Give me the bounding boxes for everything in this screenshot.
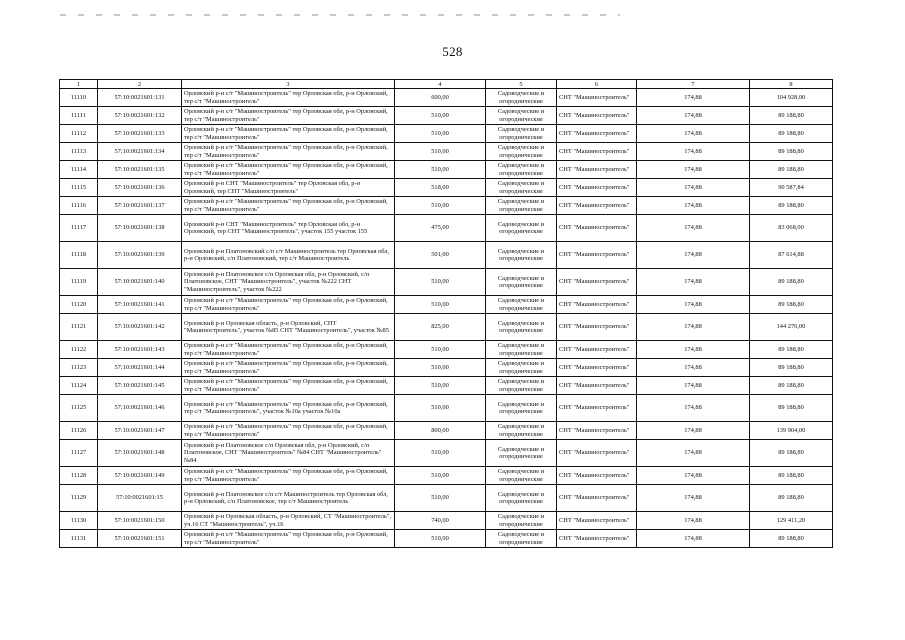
land-use: Садоводческие и огороднические: [486, 530, 557, 548]
area-value: 518,00: [395, 179, 486, 197]
partnership-name: СНТ "Машиностроитель": [557, 467, 637, 485]
table-row: [60, 143, 833, 161]
cadastral-number: 57:10:0021601:150: [98, 512, 182, 530]
cadastral-number: 57:10:0021601:145: [98, 377, 182, 395]
row-number: 11120: [60, 296, 98, 314]
partnership-name: СНТ "Машиностроитель": [557, 314, 637, 341]
land-use: Садоводческие и огороднические: [486, 107, 557, 125]
land-use: Садоводческие и огороднические: [486, 440, 557, 467]
row-number: 11113: [60, 143, 98, 161]
cadastral-value: 90 587,84: [750, 179, 833, 197]
row-number: 11119: [60, 269, 98, 296]
rate-value: 174,88: [637, 269, 750, 296]
partnership-name: СНТ "Машиностроитель": [557, 341, 637, 359]
header-row: [60, 80, 833, 89]
land-use: Садоводческие и огороднические: [486, 422, 557, 440]
rate-value: 174,88: [637, 422, 750, 440]
row-number: 11117: [60, 215, 98, 242]
cadastral-value: 139 904,00: [750, 422, 833, 440]
address: Орловский р-н СНТ "Машиностроитель" тер Орловская обл, р-н Орловский, тер СНТ "Машиностроитель": [182, 179, 395, 197]
column-header: 1: [60, 80, 98, 89]
partnership-name: СНТ "Машиностроитель": [557, 269, 637, 296]
area-value: 510,00: [395, 125, 486, 143]
partnership-name: СНТ "Машиностроитель": [557, 242, 637, 269]
address: Орловский р-н с/т "Машиностроитель" тер Орловская обл, р-н Орловский, тер с/т "Машиностроитель": [182, 530, 395, 548]
partnership-name: СНТ "Машиностроитель": [557, 143, 637, 161]
table-row: [60, 215, 833, 242]
area-value: 510,00: [395, 143, 486, 161]
table-row: [60, 395, 833, 422]
address: Орловский р-н Платоновское с/п Орловская обл, р-н Орловский, с/п Платоновское, СНТ "Машиностроитель" №84 СНТ "Машиностроитель" №84: [182, 440, 395, 467]
area-value: 510,00: [395, 467, 486, 485]
table-row: [60, 242, 833, 269]
row-number: 11118: [60, 242, 98, 269]
column-header: 8: [750, 80, 833, 89]
land-use: Садоводческие и огороднические: [486, 359, 557, 377]
row-number: 11111: [60, 107, 98, 125]
row-number: 11127: [60, 440, 98, 467]
land-use: Садоводческие и огороднические: [486, 314, 557, 341]
cadastral-value: 89 188,80: [750, 161, 833, 179]
table-row: [60, 359, 833, 377]
land-use: Садоводческие и огороднические: [486, 179, 557, 197]
address: Орловский р-н с/т "Машиностроитель" тер Орловская обл, р-н Орловский, тер с/т "Машиностроитель": [182, 143, 395, 161]
partnership-name: СНТ "Машиностроитель": [557, 512, 637, 530]
row-number: 11131: [60, 530, 98, 548]
address: Орловский р-н с/т "Машиностроитель" тер Орловская обл, р-н Орловский, тер с/т "Машиностроитель": [182, 161, 395, 179]
partnership-name: СНТ "Машиностроитель": [557, 215, 637, 242]
cadastral-value: 89 188,80: [750, 440, 833, 467]
address: Орловский р-н Платоновское с/п с/т Машиностроитель тер Орловская обл, р-н Орловский, с/п Платоновское, тер с/т Машиностроитель: [182, 485, 395, 512]
cadastral-value: 89 188,80: [750, 296, 833, 314]
partnership-name: СНТ "Машиностроитель": [557, 485, 637, 512]
rate-value: 174,88: [637, 125, 750, 143]
rate-value: 174,88: [637, 512, 750, 530]
cadastral-value: 89 188,80: [750, 143, 833, 161]
area-value: 501,00: [395, 242, 486, 269]
rate-value: 174,88: [637, 314, 750, 341]
rate-value: 174,88: [637, 143, 750, 161]
cadastral-number: 57:10:0021601:134: [98, 143, 182, 161]
row-number: 11125: [60, 395, 98, 422]
row-number: 11112: [60, 125, 98, 143]
area-value: 740,00: [395, 512, 486, 530]
table-row: [60, 125, 833, 143]
rate-value: 174,88: [637, 395, 750, 422]
cadastral-value: 89 188,80: [750, 359, 833, 377]
cadastral-number: 57:10:0021601:138: [98, 215, 182, 242]
address: Орловский р-н с/т "Машиностроитель" тер Орловская обл, р-н Орловский, тер с/т "Машиностроитель": [182, 197, 395, 215]
rate-value: 174,88: [637, 377, 750, 395]
area-value: 510,00: [395, 359, 486, 377]
land-use: Садоводческие и огороднические: [486, 512, 557, 530]
cadastral-table: [59, 79, 833, 548]
table-row: [60, 440, 833, 467]
rate-value: 174,88: [637, 440, 750, 467]
address: Орловский р-н с/т "Машиностроитель" тер Орловская обл, р-н Орловский, тер с/т "Машиностроитель": [182, 341, 395, 359]
area-value: 510,00: [395, 530, 486, 548]
column-header: 3: [182, 80, 395, 89]
row-number: 11126: [60, 422, 98, 440]
column-header: 5: [486, 80, 557, 89]
address: Орловский р-н с/т "Машиностроитель" тер Орловская обл, р-н Орловский, тер с/т "Машиностроитель": [182, 296, 395, 314]
table-row: [60, 512, 833, 530]
partnership-name: СНТ "Машиностроитель": [557, 125, 637, 143]
address: Орловский р-н с/т "Машиностроитель" тер Орловская обл, р-н Орловский, тер с/т "Машиностроитель": [182, 125, 395, 143]
table-row: [60, 269, 833, 296]
cadastral-value: 83 068,00: [750, 215, 833, 242]
land-use: Садоводческие и огороднические: [486, 89, 557, 107]
rate-value: 174,88: [637, 530, 750, 548]
area-value: 510,00: [395, 296, 486, 314]
land-use: Садоводческие и огороднические: [486, 215, 557, 242]
cadastral-number: 57:10:0021601:135: [98, 161, 182, 179]
land-use: Садоводческие и огороднические: [486, 395, 557, 422]
partnership-name: СНТ "Машиностроитель": [557, 197, 637, 215]
partnership-name: СНТ "Машиностроитель": [557, 359, 637, 377]
rate-value: 174,88: [637, 215, 750, 242]
table-body: [60, 89, 833, 548]
cadastral-number: 57:10:0021601:15: [98, 485, 182, 512]
address: Орловский р-н Платоновское с/п Орловская обл, р-н Орловский, с/п Платоновское, СНТ "Машиностроитель", участок №222 СНТ "Машиностроитель", участок №222: [182, 269, 395, 296]
cadastral-number: 57:10:0021601:146: [98, 395, 182, 422]
table-row: [60, 485, 833, 512]
row-number: 11116: [60, 197, 98, 215]
cadastral-number: 57:10:0021601:151: [98, 530, 182, 548]
table-row: [60, 107, 833, 125]
table-row: [60, 161, 833, 179]
address: Орловский р-н с/т "Машиностроитель" тер Орловская обл, р-н Орловский, тер с/т "Машиностроитель": [182, 467, 395, 485]
rate-value: 174,88: [637, 467, 750, 485]
cadastral-value: 89 188,80: [750, 107, 833, 125]
cadastral-value: 87 614,88: [750, 242, 833, 269]
area-value: 510,00: [395, 341, 486, 359]
address: Орловский р-н Орловская область, р-н Орловский, СНТ "Машиностроитель", участок №85 СНТ "Машиностроитель", участок №85: [182, 314, 395, 341]
area-value: 510,00: [395, 269, 486, 296]
land-use: Садоводческие и огороднические: [486, 269, 557, 296]
rate-value: 174,88: [637, 485, 750, 512]
address: Орловский р-н Орловская область, р-н Орловский, СТ "Машиностроитель", уч.16 СТ "Машиностроитель", уч.16: [182, 512, 395, 530]
land-use: Садоводческие и огороднические: [486, 197, 557, 215]
rate-value: 174,88: [637, 296, 750, 314]
address: Орловский р-н с/т "Машиностроитель" тер Орловская обл, р-н Орловский, тер с/т "Машиностроитель": [182, 89, 395, 107]
table-row: [60, 377, 833, 395]
address: Орловский р-н СНТ "Машиностроитель" тер Орловская обл, р-н Орловский, тер СНТ "Машиностроитель", участок 155 участок 155: [182, 215, 395, 242]
land-use: Садоводческие и огороднические: [486, 467, 557, 485]
address: Орловский р-н Платоновский с/п с/т Машиностроитель тер Орловская обл, р-н Орловский, с/п Платоновский, тер с/т Машиностроитель: [182, 242, 395, 269]
area-value: 510,00: [395, 440, 486, 467]
rate-value: 174,88: [637, 197, 750, 215]
rate-value: 174,88: [637, 242, 750, 269]
area-value: 510,00: [395, 197, 486, 215]
row-number: 11122: [60, 341, 98, 359]
partnership-name: СНТ "Машиностроитель": [557, 377, 637, 395]
cadastral-number: 57:10:0021601:147: [98, 422, 182, 440]
area-value: 510,00: [395, 377, 486, 395]
address: Орловский р-н с/т "Машиностроитель" тер Орловская обл, р-н Орловский, тер с/т "Машиностроитель": [182, 359, 395, 377]
partnership-name: СНТ "Машиностроитель": [557, 89, 637, 107]
cadastral-value: 89 188,80: [750, 485, 833, 512]
land-use: Садоводческие и огороднические: [486, 143, 557, 161]
area-value: 510,00: [395, 161, 486, 179]
cadastral-value: 89 188,80: [750, 395, 833, 422]
address: Орловский р-н с/т "Машиностроитель" тер Орловская обл, р-н Орловский, тер с/т "Машиностроитель": [182, 422, 395, 440]
cadastral-number: 57:10:0021601:149: [98, 467, 182, 485]
cadastral-number: 57:10:0021601:131: [98, 89, 182, 107]
area-value: 825,00: [395, 314, 486, 341]
table-row: [60, 467, 833, 485]
cadastral-value: 89 188,80: [750, 269, 833, 296]
table-row: [60, 422, 833, 440]
address: Орловский р-н с/т "Машиностроитель" тер Орловская обл, р-н Орловский, тер с/т "Машиностроитель": [182, 107, 395, 125]
table-row: [60, 296, 833, 314]
cadastral-value: 89 188,80: [750, 197, 833, 215]
cadastral-number: 57:10:0021601:144: [98, 359, 182, 377]
partnership-name: СНТ "Машиностроитель": [557, 179, 637, 197]
row-number: 11115: [60, 179, 98, 197]
partnership-name: СНТ "Машиностроитель": [557, 440, 637, 467]
cadastral-number: 57:10:0021601:141: [98, 296, 182, 314]
area-value: 475,00: [395, 215, 486, 242]
column-header: 4: [395, 80, 486, 89]
area-value: 510,00: [395, 107, 486, 125]
cadastral-number: 57:10:0021601:132: [98, 107, 182, 125]
land-use: Садоводческие и огороднические: [486, 125, 557, 143]
row-number: 11124: [60, 377, 98, 395]
cadastral-number: 57:10:0021601:137: [98, 197, 182, 215]
row-number: 11110: [60, 89, 98, 107]
rate-value: 174,88: [637, 179, 750, 197]
land-use: Садоводческие и огороднические: [486, 242, 557, 269]
partnership-name: СНТ "Машиностроитель": [557, 530, 637, 548]
table-row: [60, 530, 833, 548]
cadastral-value: 89 188,80: [750, 125, 833, 143]
page-number: 528: [442, 44, 463, 59]
row-number: 11129: [60, 485, 98, 512]
table-row: [60, 89, 833, 107]
rate-value: 174,88: [637, 359, 750, 377]
partnership-name: СНТ "Машиностроитель": [557, 161, 637, 179]
cadastral-number: 57:10:0021601:142: [98, 314, 182, 341]
rate-value: 174,88: [637, 89, 750, 107]
land-use: Садоводческие и огороднические: [486, 161, 557, 179]
table-row: [60, 314, 833, 341]
rate-value: 174,88: [637, 107, 750, 125]
cadastral-number: 57:10:0021601:139: [98, 242, 182, 269]
partnership-name: СНТ "Машиностроитель": [557, 395, 637, 422]
cadastral-value: 89 188,80: [750, 530, 833, 548]
cadastral-number: 57:10:0021601:140: [98, 269, 182, 296]
column-header: 2: [98, 80, 182, 89]
cadastral-value: 129 411,20: [750, 512, 833, 530]
partnership-name: СНТ "Машиностроитель": [557, 422, 637, 440]
land-use: Садоводческие и огороднические: [486, 377, 557, 395]
cadastral-number: 57:10:0021601:143: [98, 341, 182, 359]
row-number: 11123: [60, 359, 98, 377]
address: Орловский р-н с/т "Машиностроитель" тер Орловская обл, р-н Орловский, тер с/т "Машиностроитель", участок №10а участок №10а: [182, 395, 395, 422]
rate-value: 174,88: [637, 161, 750, 179]
scan-noise: [60, 14, 620, 16]
row-number: 11128: [60, 467, 98, 485]
address: Орловский р-н с/т "Машиностроитель" тер Орловская обл, р-н Орловский, тер с/т "Машиностроитель": [182, 377, 395, 395]
area-value: 600,00: [395, 89, 486, 107]
area-value: 800,00: [395, 422, 486, 440]
cadastral-number: 57:10:0021601:136: [98, 179, 182, 197]
cadastral-number: 57:10:0021601:148: [98, 440, 182, 467]
row-number: 11130: [60, 512, 98, 530]
cadastral-value: 89 188,80: [750, 467, 833, 485]
cadastral-number: 57:10:0021601:133: [98, 125, 182, 143]
row-number: 11121: [60, 314, 98, 341]
cadastral-value: 89 188,80: [750, 377, 833, 395]
land-use: Садоводческие и огороднические: [486, 485, 557, 512]
land-use: Садоводческие и огороднические: [486, 296, 557, 314]
cadastral-value: 104 928,00: [750, 89, 833, 107]
table-row: [60, 179, 833, 197]
area-value: 510,00: [395, 485, 486, 512]
cadastral-value: 144 276,00: [750, 314, 833, 341]
land-use: Садоводческие и огороднические: [486, 341, 557, 359]
row-number: 11114: [60, 161, 98, 179]
area-value: 510,00: [395, 395, 486, 422]
table-row: [60, 341, 833, 359]
rate-value: 174,88: [637, 341, 750, 359]
partnership-name: СНТ "Машиностроитель": [557, 107, 637, 125]
column-header: 6: [557, 80, 637, 89]
partnership-name: СНТ "Машиностроитель": [557, 296, 637, 314]
table-row: [60, 197, 833, 215]
cadastral-value: 89 188,80: [750, 341, 833, 359]
column-header: 7: [637, 80, 750, 89]
